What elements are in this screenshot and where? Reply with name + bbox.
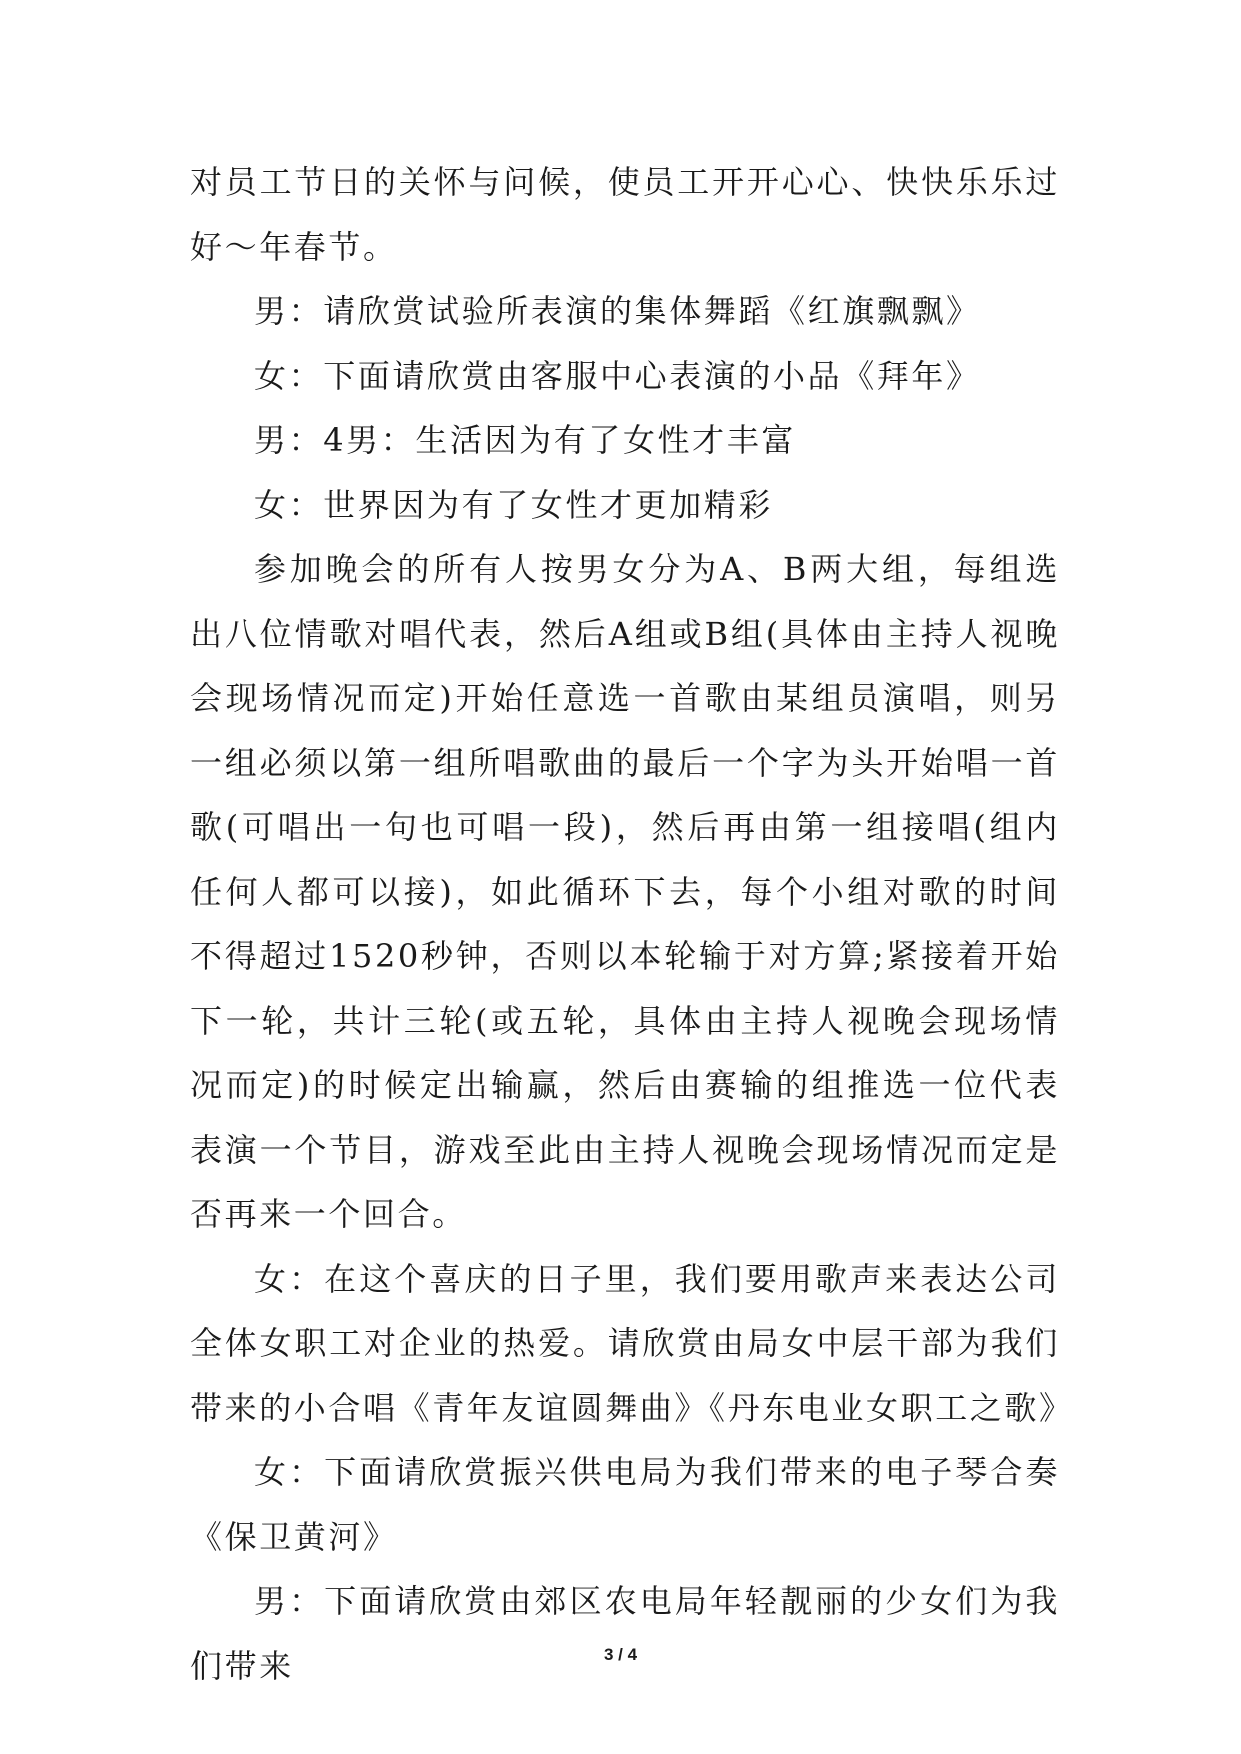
paragraph-6: 参加晚会的所有人按男女分为A、B两大组，每组选出八位情歌对唱代表，然后A组或B组(具体由主持人视晚会现场情况而定)开始任意选一首歌由某组员演唱，则另一组必须以第一组所唱歌曲的最后一个字为头开始唱一首歌(可唱出一句也可唱一段)，然后再由第一组接唱(组内任何人都可以接)，如此循环下去，每个小组对歌的时间不得超过1520秒钟，否则以本轮输于对方算;紧接着开始下一轮，共计三轮(或五轮，具体由主持人视晚会现场情况而定)的时候定出输赢，然后由赛输的组推选一位代表表演一个节目，游戏至此由主持人视晚会现场情况而定是否再来一个回合。	[190, 550, 1060, 1233]
paragraph-2: 男：请欣赏试验所表演的集体舞蹈《红旗飘飘》	[254, 292, 981, 330]
paragraph-7: 女：在这个喜庆的日子里，我们要用歌声来表达公司全体女职工对企业的热爱。请欣赏由局女中层干部为我们带来的小合唱《青年友谊圆舞曲》《丹东电业女职工之歌》	[190, 1259, 1074, 1427]
paragraph-3: 女：下面请欣赏由客服中心表演的小品《拜年》	[254, 356, 981, 395]
paragraph-1: 对员工节日的关怀与问候，使员工开开心心、快快乐乐过好～年春节。	[190, 163, 1060, 266]
paragraph-8: 女：下面请欣赏振兴供电局为我们带来的电子琴合奏《保卫黄河》	[190, 1453, 1060, 1556]
paragraph-5: 女：世界因为有了女性才更加精彩	[254, 485, 774, 524]
paragraph-9: 男：下面请欣赏由郊区农电局年轻靓丽的少女们为我们带来	[190, 1582, 1060, 1685]
page-number: 3 / 4	[603, 1645, 638, 1664]
paragraph-4: 男：4男：生活因为有了女性才丰富	[254, 421, 796, 459]
document-body	[190, 150, 1074, 1698]
